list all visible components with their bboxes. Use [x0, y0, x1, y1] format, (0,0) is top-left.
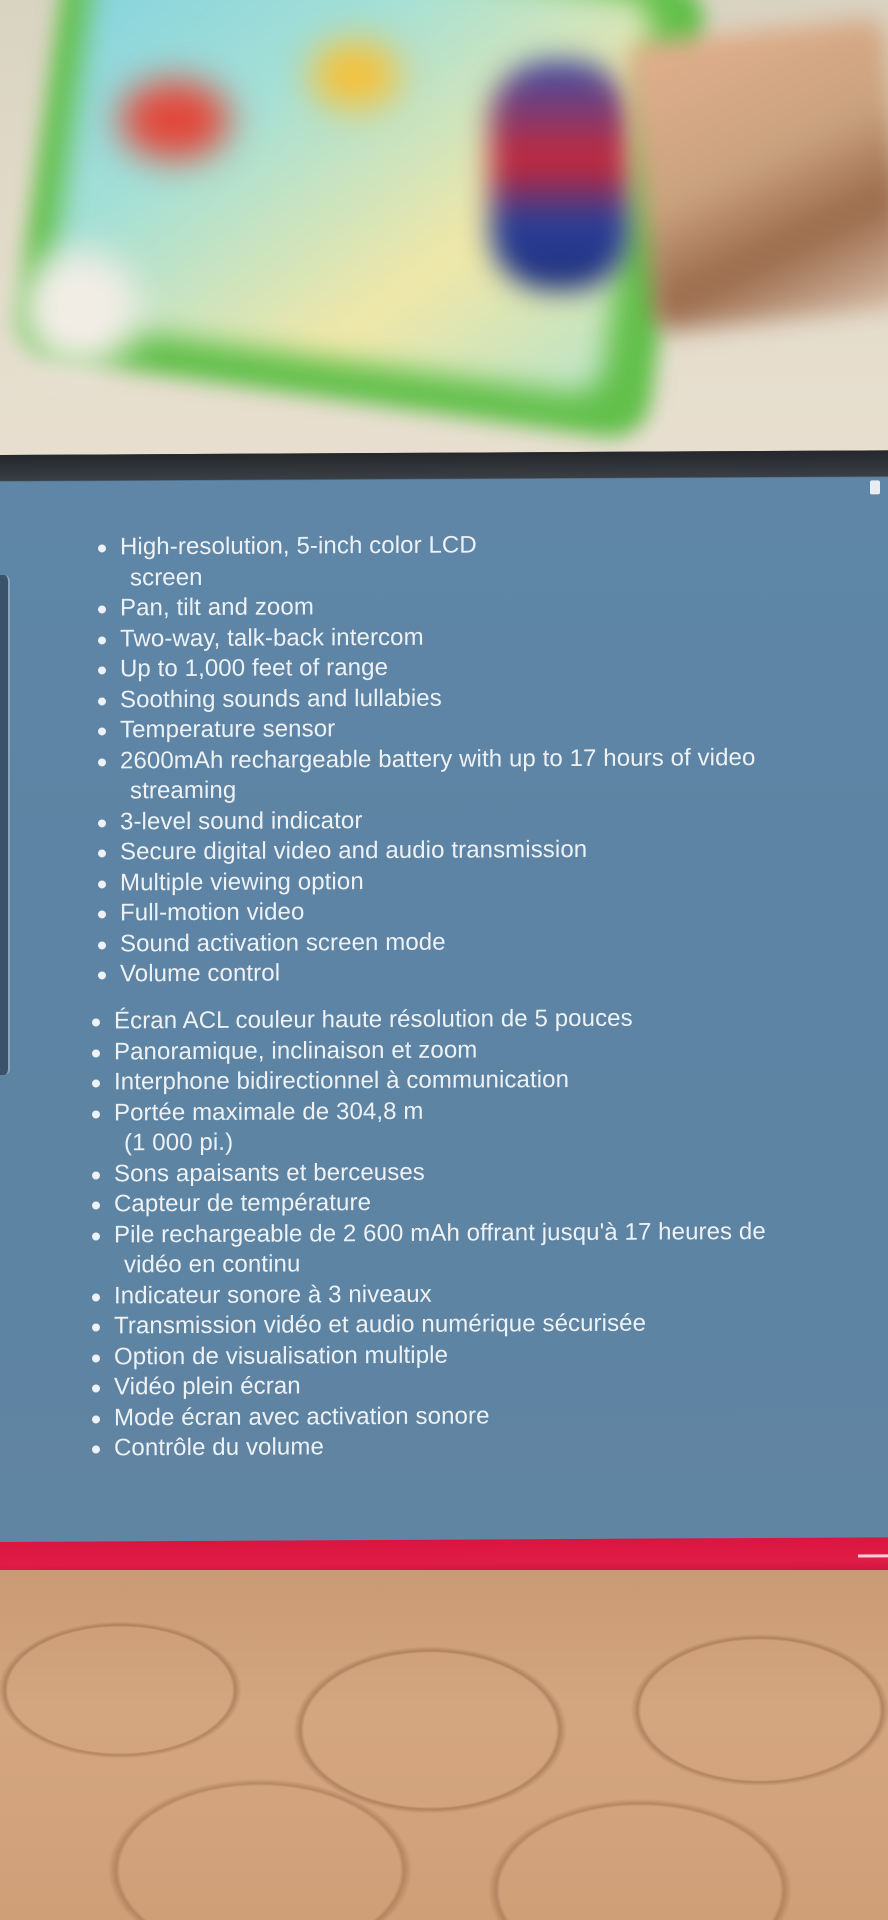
feature-text: Up to 1,000 feet of range [120, 653, 389, 683]
bullet-icon [92, 1201, 100, 1209]
bullet-icon [98, 910, 106, 918]
feature-item-en [98, 926, 755, 960]
feature-text: Contrôle du volume [114, 1433, 324, 1462]
feature-text: Indicateur sonore à 3 niveaux [114, 1280, 432, 1309]
feature-text: High-resolution, 5-inch color LCD [120, 531, 477, 561]
feature-text: Panoramique, inclinaison et zoom [114, 1036, 478, 1065]
yellow-toy-blob [310, 40, 400, 110]
white-object-blob [20, 250, 140, 370]
feature-item-fr [92, 1094, 766, 1159]
feature-text: Secure digital video and audio transmission [120, 835, 588, 866]
red-toy-blob [120, 80, 230, 160]
bullet-icon [92, 1171, 100, 1179]
feature-text: Pan, tilt and zoom [120, 593, 314, 622]
box-corner-mark [870, 480, 880, 494]
bullet-icon [98, 727, 106, 735]
feature-item-fr [92, 1003, 766, 1037]
feature-item-fr [92, 1033, 766, 1067]
feature-item-en [98, 651, 755, 685]
bullet-icon [98, 697, 106, 705]
plush-toy [490, 60, 630, 290]
feature-text: Portée maximale de 304,8 m [114, 1097, 424, 1126]
feature-text: 2600mAh rechargeable battery with up to 17 hours of video [120, 743, 756, 774]
bullet-icon [92, 1232, 100, 1240]
feature-text: Écran ACL couleur haute résolution de 5 pouces [114, 1004, 633, 1035]
bullet-icon [98, 849, 106, 857]
bullet-icon [98, 819, 106, 827]
feature-text: Capteur de température [114, 1189, 372, 1218]
bullet-icon [92, 1018, 100, 1026]
feature-text: Volume control [120, 959, 281, 988]
feature-text: Soothing sounds and lullabies [120, 684, 442, 713]
bullet-icon [92, 1293, 100, 1301]
quilted-bedspread [0, 1570, 888, 1920]
feature-text: Two-way, talk-back intercom [120, 623, 424, 652]
feature-text: Temperature sensor [120, 715, 336, 744]
feature-item-en [98, 743, 755, 807]
box-top-edge [0, 450, 888, 481]
feature-item-en [98, 590, 755, 624]
feature-text: 3-level sound indicator [120, 806, 363, 835]
feature-text-continuation: vidéo en continu [124, 1250, 301, 1279]
feature-text: Interphone bidirectionnel à communication [114, 1066, 570, 1096]
band-mark [858, 1554, 888, 1557]
bullet-icon [98, 758, 106, 766]
bullet-icon [92, 1445, 100, 1453]
bullet-icon [98, 544, 106, 552]
feature-item-fr [92, 1399, 766, 1433]
feature-text-continuation: screen [130, 563, 203, 591]
bullet-icon [92, 1354, 100, 1362]
feature-item-en [98, 865, 755, 899]
feature-text: Sound activation screen mode [120, 928, 446, 957]
bullet-icon [92, 1049, 100, 1057]
bullet-icon [92, 1323, 100, 1331]
feature-item-en [98, 804, 755, 838]
bullet-icon [98, 636, 106, 644]
bullet-icon [92, 1079, 100, 1087]
box-side-strip [0, 575, 10, 1075]
feature-item-fr [92, 1064, 766, 1098]
feature-item-en [98, 895, 755, 929]
feature-item-en [98, 956, 755, 990]
product-box-panel [0, 450, 888, 1580]
feature-item-en [98, 621, 755, 655]
feature-text: Pile rechargeable de 2 600 mAh offrant jusqu'à 17 heures de [114, 1217, 766, 1248]
bullet-icon [98, 941, 106, 949]
feature-item-fr [92, 1430, 766, 1464]
bullet-icon [98, 605, 106, 613]
bullet-icon [92, 1110, 100, 1118]
feature-text: Sons apaisants et berceuses [114, 1158, 425, 1187]
feature-text: Option de visualisation multiple [114, 1341, 449, 1370]
feature-item-fr [92, 1338, 766, 1372]
feature-list-french [92, 1003, 766, 1464]
bullet-icon [98, 971, 106, 979]
feature-item-fr [92, 1155, 766, 1189]
feature-item-en [98, 682, 755, 716]
feature-text-continuation: streaming [130, 776, 237, 805]
feature-text: Transmission vidéo et audio numérique sécurisée [114, 1309, 647, 1340]
feature-text: Mode écran avec activation sonore [114, 1401, 490, 1431]
bullet-icon [98, 880, 106, 888]
bullet-icon [98, 666, 106, 674]
feature-item-fr [92, 1308, 766, 1342]
feature-item-fr [92, 1277, 766, 1311]
feature-item-fr [92, 1369, 766, 1403]
bullet-icon [92, 1415, 100, 1423]
feature-item-en [98, 834, 755, 868]
feature-item-en [98, 712, 755, 746]
feature-item-fr [92, 1186, 766, 1220]
feature-text: Full-motion video [120, 898, 305, 927]
blurred-background-scene [0, 0, 888, 480]
feature-item-en [98, 529, 755, 593]
feature-text-continuation: (1 000 pi.) [124, 1128, 234, 1157]
feature-list-english [98, 529, 755, 990]
feature-item-fr [92, 1216, 766, 1281]
stacked-boxes [626, 17, 888, 333]
feature-text: Multiple viewing option [120, 867, 364, 896]
bullet-icon [92, 1384, 100, 1392]
feature-text: Vidéo plein écran [114, 1372, 301, 1401]
